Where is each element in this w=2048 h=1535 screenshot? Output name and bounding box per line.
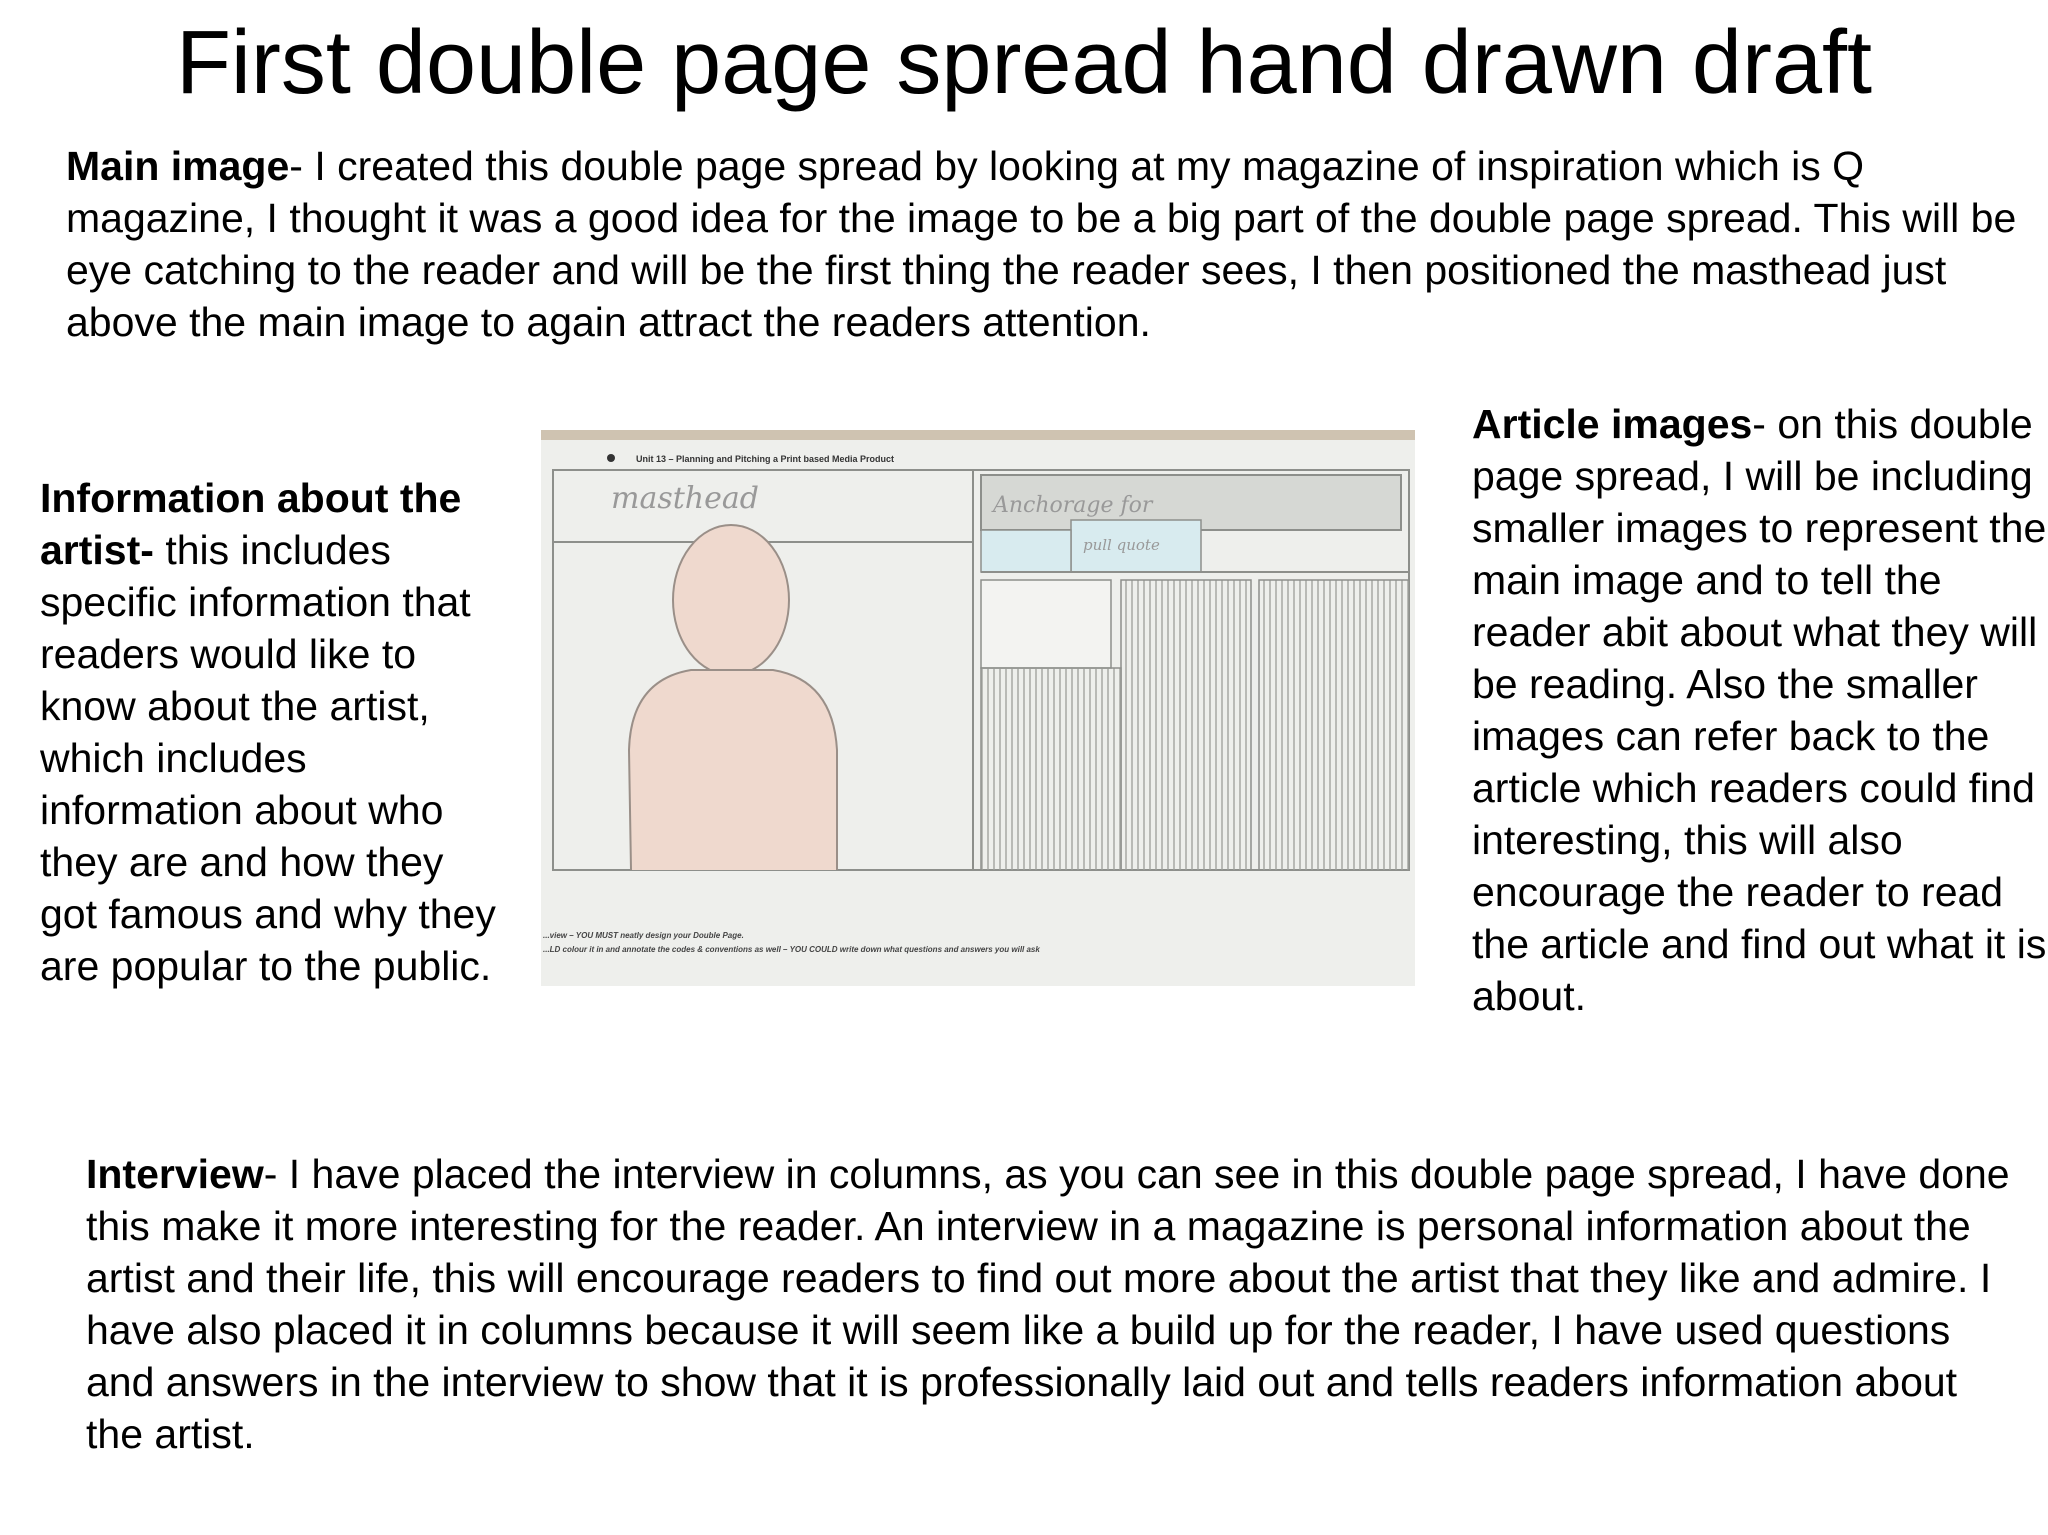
- sketch-footer-line2: ...LD colour it in and annotate the codes & conventions as well – YOU COULD write down what questions and answers you will ask: [543, 945, 1040, 954]
- sketch-anchorage-label: Anchorage for: [993, 493, 1153, 518]
- hand-drawn-sketch-photo: [541, 430, 1415, 986]
- sketch-drawing: [541, 430, 1415, 986]
- interview-text: - I have placed the interview in columns, as you can see in this double page spread, I have done this make it more interesting for the reader. An interview in a magazine is personal information about the artist and their life, this will encourage readers to find out more about the artist that they like and admire. I have also placed it in columns because it will seem like a build up for the reader, I have used questions and answers in the interview to show that it is professionally laid out and tells readers information about the artist.: [86, 1151, 2010, 1457]
- sketch-column-2: [1121, 580, 1251, 870]
- sketch-column-3: [1259, 580, 1409, 870]
- artist-info-heading: Information about the artist-: [40, 475, 462, 573]
- interview-paragraph: [86, 1148, 2016, 1460]
- sketch-column-1: [981, 668, 1121, 870]
- sketch-figure-head: [673, 525, 789, 675]
- sketch-header-text: Unit 13 – Planning and Pitching a Print based Media Product: [636, 454, 895, 464]
- main-image-paragraph: [66, 140, 2026, 348]
- sketch-masthead-label: masthead: [611, 481, 759, 516]
- article-images-heading: Article images: [1472, 401, 1753, 447]
- sketch-figure-body: [629, 670, 837, 870]
- main-image-heading: Main image: [66, 143, 290, 189]
- artist-info-text: this includes specific information that readers would like to know about the artist, which includes information about who they are and how they got famous and why they are popular to the public.: [40, 527, 496, 989]
- sketch-footer-line1: ...view – YOU MUST neatly design your Double Page.: [543, 931, 744, 940]
- artist-info-paragraph: [40, 472, 510, 992]
- article-images-text: - on this double page spread, I will be including smaller images to represent the main image and to tell the reader abit about what they will be reading. Also the smaller images can refer back to the article which readers could find interesting, this will also encourage the reader to read the article and find out what it is about.: [1472, 401, 2047, 1019]
- interview-heading: Interview: [86, 1151, 264, 1197]
- sketch-pull-quote-label: pull quote: [1083, 536, 1160, 554]
- article-images-paragraph: [1472, 398, 2048, 1022]
- page-title: First double page spread hand drawn draft: [175, 13, 1873, 113]
- main-image-text: - I created this double page spread by looking at my magazine of inspiration which is Q magazine, I thought it was a good idea for the image to be a big part of the double page spread. This will be eye catching to the reader and will be the first thing the reader sees, I then positioned the masthead just above the main image to again attract the readers attention.: [66, 143, 2017, 345]
